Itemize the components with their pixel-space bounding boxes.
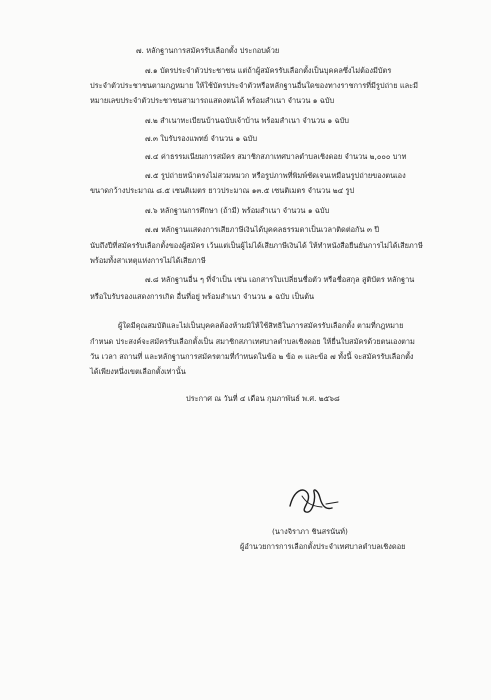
eligibility-paragraph-cont: วัน เวลา สถานที่ และหลักฐานการสมัครตามที่กำหนดในข้อ ๒ ข้อ ๓ และข้อ ๗ ทั้งนี้ จะสมัครรับเลือกตั้ง xyxy=(90,352,414,361)
item-7-1: ๗.๑ บัตรประจำตัวประชาชน แต่ถ้าผู้สมัครรับเลือกตั้งเป็นบุคคลซึ่งไม่ต้องมีบัตร xyxy=(145,66,392,75)
eligibility-paragraph: ผู้ใดมีคุณสมบัติและไม่เป็นบุคคลต้องห้ามมิให้ใช้สิทธิในการสมัครรับเลือกตั้ง ตามที่กฎหมาย xyxy=(118,321,404,330)
item-7-7-cont: นับถึงปีที่สมัครรับเลือกตั้งของผู้สมัคร เว้นแต่เป็นผู้ไม่ได้เสียภาษีเงินได้ ให้ทำหนังสือยืนยันการไม่ได้เสียภาษี xyxy=(90,241,423,250)
item-7-2: ๗.๒ สำเนาทะเบียนบ้านฉบับเจ้าบ้าน พร้อมสำเนา จำนวน ๑ ฉบับ xyxy=(145,116,349,125)
signer-title: ผู้อำนวยการการเลือกตั้งประจำเทศบาลตำบลเชิงดอย xyxy=(240,542,406,551)
item-7-3: ๗.๓ ใบรับรองแพทย์ จำนวน ๑ ฉบับ xyxy=(145,134,258,143)
item-7-6: ๗.๖ หลักฐานการศึกษา (ถ้ามี) พร้อมสำเนา จำนวน ๑ ฉบับ xyxy=(145,206,330,215)
signature-mark xyxy=(282,480,342,520)
item-7-7-cont: พร้อมทั้งสาเหตุแห่งการไม่ได้เสียภาษี xyxy=(90,256,206,265)
announcement-date: ประกาศ ณ วันที่ ๔ เดือน กุมภาพันธ์ พ.ศ. ๒๕๖๘ xyxy=(186,394,340,403)
item-7-8-cont: หรือใบรับรองแสดงการเกิด อื่นที่อยู่ พร้อมสำเนา จำนวน ๑ ฉบับ เป็นต้น xyxy=(90,292,315,301)
eligibility-paragraph-cont: กำหนด ประสงค์จะสมัครรับเลือกตั้งเป็น สมาชิกสภาเทศบาลตำบลเชิงดอย ให้ยื่นใบสมัครด้วยตนเองตาม xyxy=(90,337,415,346)
signature xyxy=(282,480,342,520)
item-7-8: ๗.๘ หลักฐานอื่น ๆ ที่จำเป็น เช่น เอกสารใบเปลี่ยนชื่อตัว หรือชื่อสกุล สูติบัตร หลักฐาน xyxy=(145,275,415,284)
item-7-5: ๗.๕ รูปถ่ายหน้าตรงไม่สวมหมวก หรือรูปภาพที่พิมพ์ชัดเจนเหมือนรูปถ่ายของตนเอง xyxy=(145,171,406,180)
signer-name: (นางจิราภา ชินสรนันท์) xyxy=(272,527,348,536)
eligibility-paragraph-cont: ได้เพียงหนึ่งเขตเลือกตั้งเท่านั้น xyxy=(90,367,186,376)
item-7-1-cont: หมายเลขประจำตัวประชาชนสามารถแสดงตนได้ พร้อมสำเนา จำนวน ๑ ฉบับ xyxy=(90,96,335,105)
item-7-4: ๗.๔ ค่าธรรมเนียมการสมัคร สมาชิกสภาเทศบาลตำบลเชิงดอย จำนวน ๒,๐๐๐ บาท xyxy=(145,152,407,161)
item-7-7: ๗.๗ หลักฐานแสดงการเสียภาษีเงินได้บุคคลธรรมดาเป็นเวลาติดต่อกัน ๓ ปี xyxy=(145,225,380,234)
section-7-heading: ๗. หลักฐานการสมัครรับเลือกตั้ง ประกอบด้วย xyxy=(136,46,280,55)
item-7-1-cont: ประจำตัวประชาชนตามกฎหมาย ให้ใช้บัตรประจำตัวหรือหลักฐานอื่นใดของทางราชการที่มีรูปถ่าย และมี xyxy=(90,81,419,90)
item-7-5-cont: ขนาดกว้างประมาณ ๘.๕ เซนติเมตร ยาวประมาณ ๑๓.๕ เซนติเมตร จำนวน ๒๔ รูป xyxy=(90,186,355,195)
